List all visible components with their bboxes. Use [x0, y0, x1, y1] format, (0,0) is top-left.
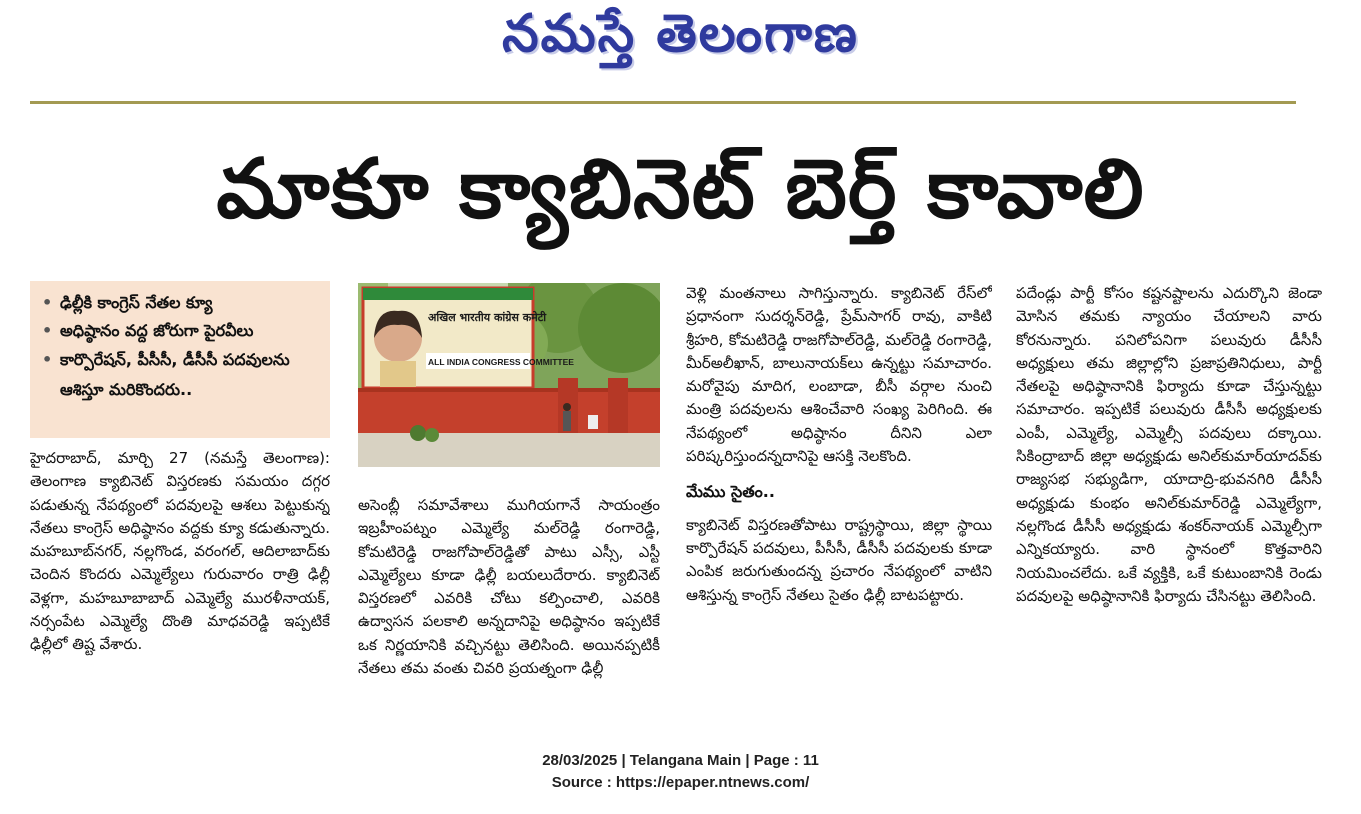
section-subhead: మేము సైతం.. [686, 482, 775, 502]
news-photo [358, 283, 660, 467]
article-column-1 [30, 447, 330, 727]
highlight-text: అధిష్ఠానం వద్ద జోరుగా పైరవీలు [60, 321, 254, 340]
highlight-item [42, 345, 324, 405]
highlights-list [42, 289, 324, 405]
headline: మాకూ క్యాబినెట్ బెర్త్ కావాలి [216, 142, 1145, 237]
highlight-text: ఢిల్లీకి కాంగ్రెస్ నేతల క్యూ [60, 293, 213, 312]
photo-illustration [358, 283, 660, 467]
highlights-box [30, 281, 330, 438]
article-column-3 [686, 282, 992, 727]
bullet-icon: • [42, 293, 53, 312]
banner-hindi: अखिल भारतीय कांग्रेस कमेटी [428, 311, 547, 324]
highlight-item [42, 289, 324, 317]
footer-date-page: 28/03/2025 | Telangana Main | Page : 11 [542, 752, 819, 769]
bullet-icon: • [42, 321, 53, 340]
highlight-item [42, 317, 324, 345]
article-paragraph: అసెంబ్లీ సమావేశాలు ముగియగానే సాయంత్రం ఇబ్రహీంపట్నం ఎమ్మెల్యే మల్‌రెడ్డి రంగారెడ్డి, కోమటిరెడ్డి రాజగోపాల్‌రెడ్డితో పాటు ఎస్సీ, ఎస్టీ ఎమ్మెల్యేలు కూడా ఢిల్లీ బయలుదేరారు. క్యాబినెట్ విస్తరణలో ఎవరికి చోటు కల్పించాలి, ఎవరికి ఉద్వాసన పలకాలి అన్నదానిపై అధిష్ఠానం ఇప్పటికే ఒక నిర్ణయానికి వచ్చినట్టు తెలిసింది. అయినప్పటికీ నేతలు తమ వంతు చివరి ప్రయత్నంగా ఢిల్లీ [358, 496, 660, 678]
article-paragraph: క్యాబినెట్ విస్తరణతోపాటు రాష్ట్రస్థాయి, జిల్లా స్థాయి కార్పొరేషన్ పదవులు, పీసీసీ, డీసీసీ పదవులకు కూడా ఎంపిక జరుగుతుందన్న ప్రచారం నేపథ్యంలో వాటిని ఆశిస్తున్న కాంగ్రెస్ నేతలు సైతం ఢిల్లీ బాటపట్టారు. [686, 515, 992, 604]
highlight-text: కార్పొరేషన్, పీసీసీ, డీసీసీ పదవులను ఆశిస్తూ మరికొందరు.. [60, 350, 290, 399]
article-paragraph: హైదరాబాద్, మార్చి 27 (నమస్తే తెలంగాణ): తెలంగాణ క్యాబినెట్ విస్తరణకు సమయం దగ్గర పడుతున్న నేపథ్యంలో పదవులపై ఆశలు పెట్టుకున్న నేతలు కాంగ్రెస్ అధిష్ఠానం వద్దకు క్యూ కడుతున్నారు. మహబూబ్‌నగర్, నల్లగొండ, వరంగల్, ఆదిలాబాద్‌కు చెందిన కొందరు ఎమ్మెల్యేలు గురువారం రాత్రి ఢిల్లీ వెళ్లగా, మహబూబాబాద్ ఎమ్మెల్యే మురళీనాయక్, నర్సంపేట ఎమ్మెల్యే దొంతి మాధవరెడ్డి ఇప్పటికే ఢిల్లీలో తిష్ట వేశారు. [30, 449, 330, 654]
footer-source: Source : https://epaper.ntnews.com/ [551, 774, 810, 791]
article-paragraph: పదేండ్లు పార్టీ కోసం కష్టనష్టాలను ఎదుర్కొని జెండా మోసిన తమకు న్యాయం చేయాలని వారు కోరనున్నారు. పనిలోపనిగా పలువురు డీసీసీ అధ్యక్షులు తమ జిల్లాల్లోని ప్రజాప్రతినిధులు, పార్టీ నేతలపై అధిష్ఠానానికి ఫిర్యాదు కూడా చేస్తున్నట్టు సమాచారం. ఇప్పటికే పలువురు డీసీసీ అధ్యక్షులకు ఎంపీ, ఎమ్మెల్యే, ఎమ్మెల్సీ పదవులు దక్కాయి. సికింద్రాబాద్ జిల్లా అధ్యక్షుడు అనిల్‌కుమార్‌యాదవ్‌కు రాజ్యసభ సభ్యుడిగా, యాదాద్రి-భువనగిరి డీసీసీ అధ్యక్షుడు కుంభం అనిల్‌కుమార్‌రెడ్డి ఎమ్మెల్యేగా, నల్లగొండ డీసీసీ అధ్యక్షుడు శంకర్‌నాయక్ ఎమ్మెల్సీగా ఎన్నికయ్యారు. వారి స్థానంలో కొత్తవారిని నియమించలేదు. ఒకే వ్యక్తికి, ఒకే కుటుంబానికి రెండు పదవులపై అధిష్ఠానానికి ఫిర్యాదు చేసినట్టు తెలిసింది. [1016, 284, 1322, 605]
bullet-icon: • [42, 350, 53, 369]
masthead-rule [30, 101, 1296, 104]
article-column-2 [358, 494, 660, 727]
banner-english: ALL INDIA CONGRESS COMMITTEE [428, 357, 574, 367]
masthead-logo: నమస్తే తెలంగాణ [502, 4, 859, 64]
article-paragraph: వెళ్లి మంతనాలు సాగిస్తున్నారు. క్యాబినెట్ రేస్‌లో ప్రధానంగా సుదర్శన్‌రెడ్డి, ప్రేమ్‌సాగర్ రావు, వాకిటి శ్రీహరి, కోమటిరెడ్డి రాజగోపాల్‌రెడ్డి, మల్‌రెడ్డి రంగారెడ్డి, మీర్‌అలీఖాన్, బాలునాయక్‌లు ఉన్నట్టు సమాచారం. మరోవైపు మాదిగ, లంబాడా, బీసీ వర్గాల నుంచి మంత్రి పదవులను ఆశించేవారి సంఖ్య పెరిగింది. ఈ నేపథ్యంలో అధిష్ఠానం దీనిని ఎలా పరిష్కరిస్తుందన్నదానిపై ఆసక్తి నెలకొంది. [686, 284, 992, 466]
article-column-4 [1016, 282, 1322, 727]
